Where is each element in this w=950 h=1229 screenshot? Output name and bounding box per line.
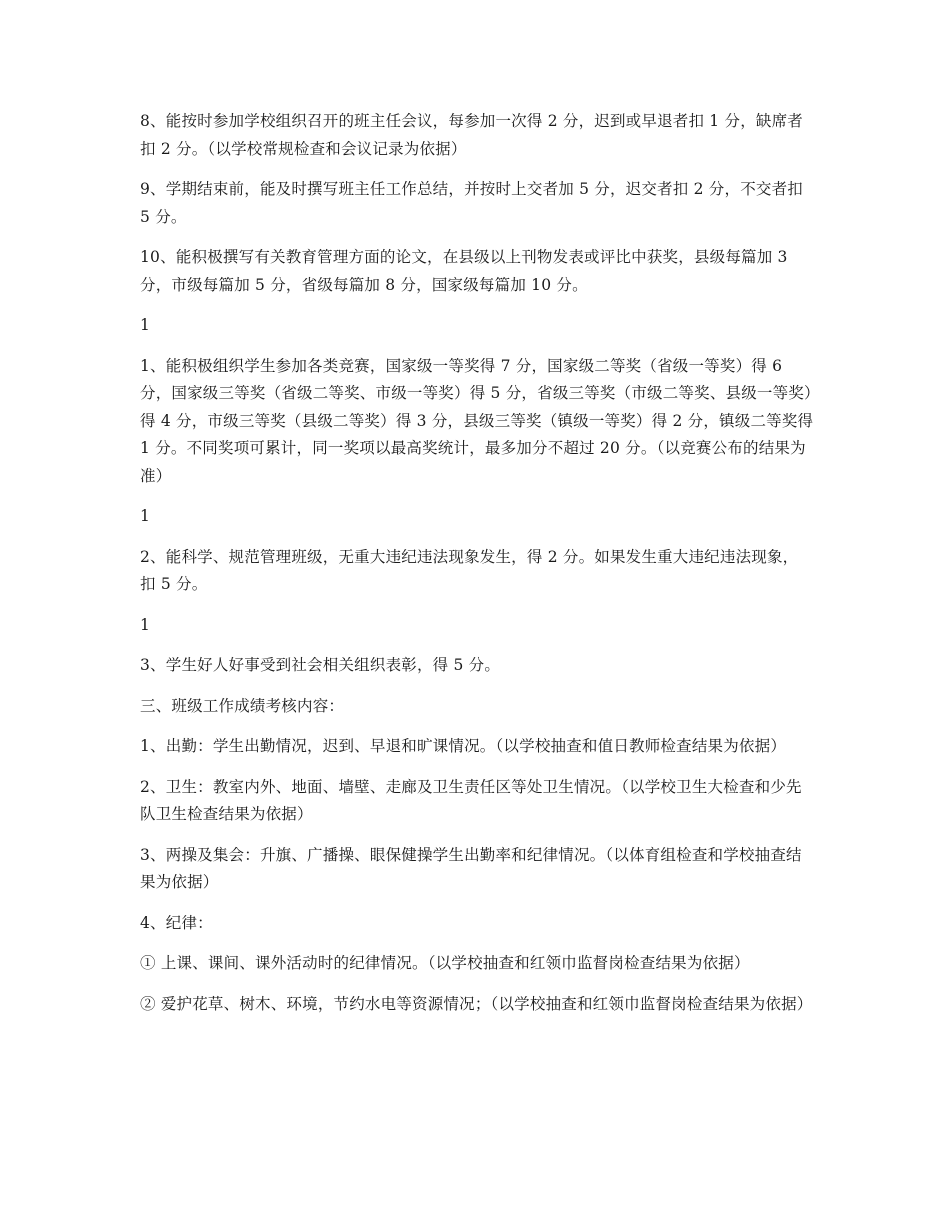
page-marker: 1 [140, 507, 151, 525]
paragraph-discipline: 4、纪律： [140, 913, 213, 932]
paragraph-hygiene: 2、卫生：教室内外、地面、墙壁、走廊及卫生责任区等处卫生情况。（以学校卫生大检查和少先队卫生检查结果为依据） [140, 777, 802, 823]
section-heading: 三、班级工作成绩考核内容： [140, 696, 345, 715]
paragraph-class-management: 2、能科学、规范管理班级，无重大违纪违法现象发生，得 2 分。如果发生重大违纪违法现象，扣 5 分。 [140, 547, 799, 593]
page-marker: 1 [140, 615, 151, 634]
paragraph-item-8: 8、能按时参加学校组织召开的班主任会议，每参加一次得 2 分，迟到或早退者扣 1 分，缺席者扣 2 分。（以学校常规检查和会议记录为依据） [140, 112, 803, 158]
page-marker: 1 [140, 316, 151, 334]
paragraph-discipline-item-1: ① 上课、课间、课外活动时的纪律情况。（以学校抽查和红领巾监督岗检查结果为依据） [140, 954, 750, 972]
paragraph-item-9: 9、学期结束前，能及时撰写班主任工作总结，并按时上交者加 5 分，迟交者扣 2 分，不交者扣 5 分。 [140, 180, 803, 226]
document-body [140, 108, 814, 1031]
paragraph-competition-awards: 1、能积极组织学生参加各类竞赛，国家级一等奖得 7 分，国家级二等奖（省级一等奖）得 6 分，国家级三等奖（省级二等奖、市级一等奖）得 5 分，省级三等奖（市级二等奖、县级一等奖）得 4 分，市级三等奖（县级二等奖）得 3 分，县级三等奖（镇级一等奖）得 2 分，镇级二等奖得 1 分。不同奖项可累计，同一奖项以最高奖统计，最多加分不超过 20 分。（以竞赛公布的结果为准） [140, 356, 814, 485]
paragraph-discipline-item-2: ② 爱护花草、树木、环境，节约水电等资源情况；（以学校抽查和红领巾监督岗检查结果为依据） [140, 994, 813, 1013]
paragraph-attendance: 1、出勤：学生出勤情况，迟到、早退和旷课情况。（以学校抽查和值日教师检查结果为依据） [140, 737, 787, 755]
paragraph-exercises-assembly: 3、两操及集会：升旗、广播操、眼保健操学生出勤率和纪律情况。（以体育组检查和学校抽查结果为依据） [140, 845, 802, 891]
paragraph-good-deeds: 3、学生好人好事受到社会相关组织表彰，得 5 分。 [140, 656, 501, 674]
paragraph-item-10: 10、能积极撰写有关教育管理方面的论文，在县级以上刊物发表或评比中获奖，县级每篇加 3 分，市级每篇加 5 分，省级每篇加 8 分，国家级每篇加 10 分。 [140, 248, 788, 294]
